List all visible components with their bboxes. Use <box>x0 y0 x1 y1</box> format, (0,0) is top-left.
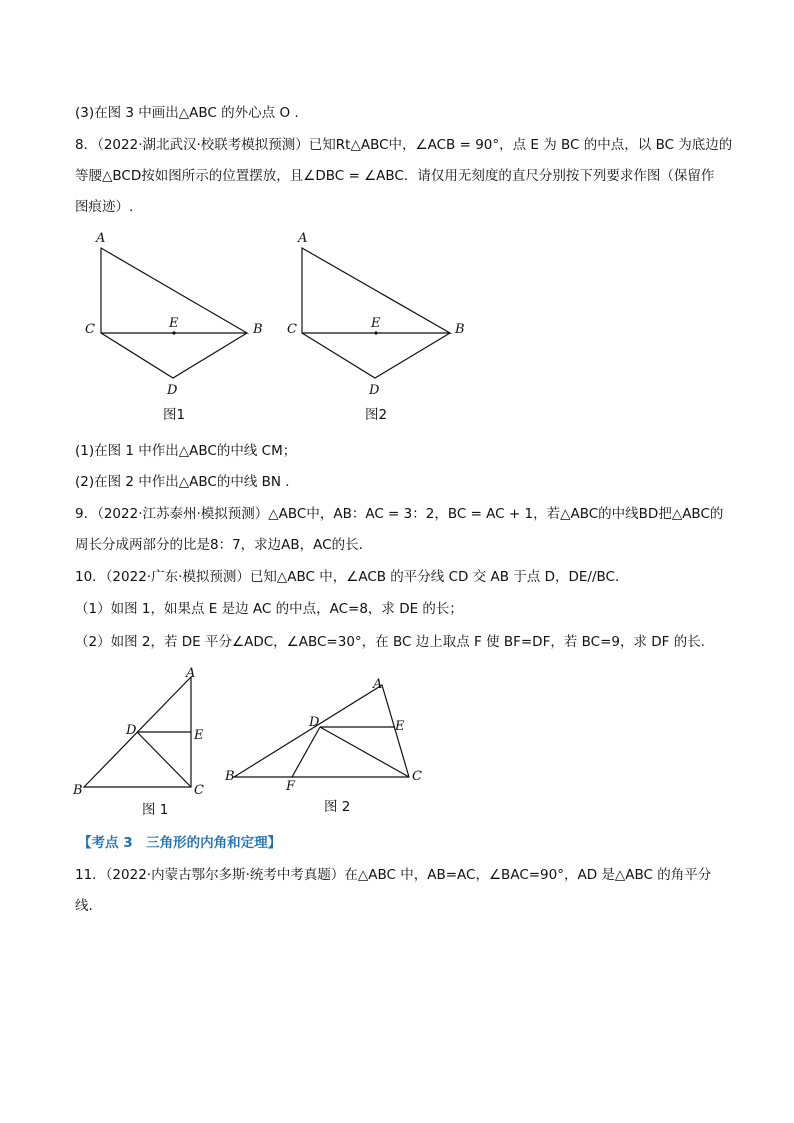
fig4-label-d: D <box>309 715 320 730</box>
fig3-label-c: C <box>194 783 204 798</box>
fig4-line-df <box>292 727 320 777</box>
fig3-label-a: A <box>186 666 196 681</box>
fig1-label-e: E <box>169 316 179 331</box>
q9-line1: 9．（2022·江苏泰州·模拟预测）△ABC中，AB：AC = 3：2，BC = AC + 1，若△ABC的中线BD把△ABC的 <box>75 506 724 522</box>
section-heading-kaodian-3: 【考点 3 三角形的内角和定理】 <box>78 835 282 851</box>
fig2-label-c: C <box>287 322 297 337</box>
fig2-triangle-bcd <box>302 333 450 378</box>
q8-part2: (2)在图 2 中作出△ABC的中线 BN . <box>75 474 290 490</box>
fig4-label-f: F <box>286 779 296 794</box>
fig2-label-b: B <box>455 322 465 337</box>
q10-part2: （2）如图 2，若 DE 平分∠ADC，∠ABC=30°，在 BC 边上取点 F 使 BF=DF，若 BC=9，求 DF 的长. <box>75 634 706 650</box>
q10-line1: 10．（2022·广东·模拟预测）已知△ABC 中，∠ACB 的平分线 CD 交 AB 于点 D，DE//BC． <box>75 569 629 585</box>
fig2-point-e <box>374 331 377 334</box>
fig4-label-a: A <box>373 677 383 692</box>
fig1-point-e <box>172 331 175 334</box>
q10-figure-2 <box>222 675 432 825</box>
fig1-label-a: A <box>96 231 106 246</box>
q10-figure-1 <box>70 665 220 820</box>
q11-line1: 11．（2022·内蒙古鄂尔多斯·统考中考真题）在△ABC 中，AB=AC，∠BAC=90°，AD 是△ABC 的角平分 <box>75 867 712 883</box>
fig1-label-c: C <box>85 322 95 337</box>
q8-part1: (1)在图 1 中作出△ABC的中线 CM； <box>75 443 297 459</box>
fig3-caption: 图 1 <box>142 802 169 818</box>
fig1-caption: 图1 <box>163 407 186 423</box>
fig4-line-cd <box>320 727 409 777</box>
fig1-label-d: D <box>167 383 178 398</box>
q9-line2: 周长分成两部分的比是8：7，求边AB，AC的长. <box>75 537 363 553</box>
q8-figure-1 <box>80 228 280 428</box>
fig3-line-cd <box>137 732 191 787</box>
fig1-label-b: B <box>253 322 263 337</box>
q8-line3: 图痕迹）. <box>75 199 134 215</box>
fig2-caption: 图2 <box>365 407 388 423</box>
fig4-label-c: C <box>412 769 422 784</box>
fig4-caption: 图 2 <box>324 799 351 815</box>
fig2-label-d: D <box>369 383 380 398</box>
q8-figure-2 <box>282 228 482 428</box>
q11-line2: 线. <box>75 898 93 914</box>
fig4-triangle-abc <box>234 685 409 777</box>
fig2-label-a: A <box>298 231 308 246</box>
q8-line2: 等腰△BCD按如图所示的位置摆放，且∠DBC = ∠ABC．请仅用无刻度的直尺分别按下列要求作图（保留作 <box>75 168 715 184</box>
fig4-label-e: E <box>395 719 405 734</box>
q10-part1: （1）如图 1，如果点 E 是边 AC 的中点，AC=8，求 DE 的长； <box>75 601 463 617</box>
fig3-label-e: E <box>194 728 204 743</box>
fig2-label-e: E <box>371 316 381 331</box>
q8-line1: 8．（2022·湖北武汉·校联考模拟预测）已知Rt△ABC中，∠ACB = 90°，点 E 为 BC 的中点，以 BC 为底边的 <box>75 137 733 153</box>
fig3-label-b: B <box>73 783 83 798</box>
fig3-label-d: D <box>126 723 137 738</box>
fig4-label-b: B <box>225 769 235 784</box>
fig1-triangle-bcd <box>101 333 247 378</box>
q7-part3: (3)在图 3 中画出△ABC 的外心点 O . <box>75 105 299 121</box>
